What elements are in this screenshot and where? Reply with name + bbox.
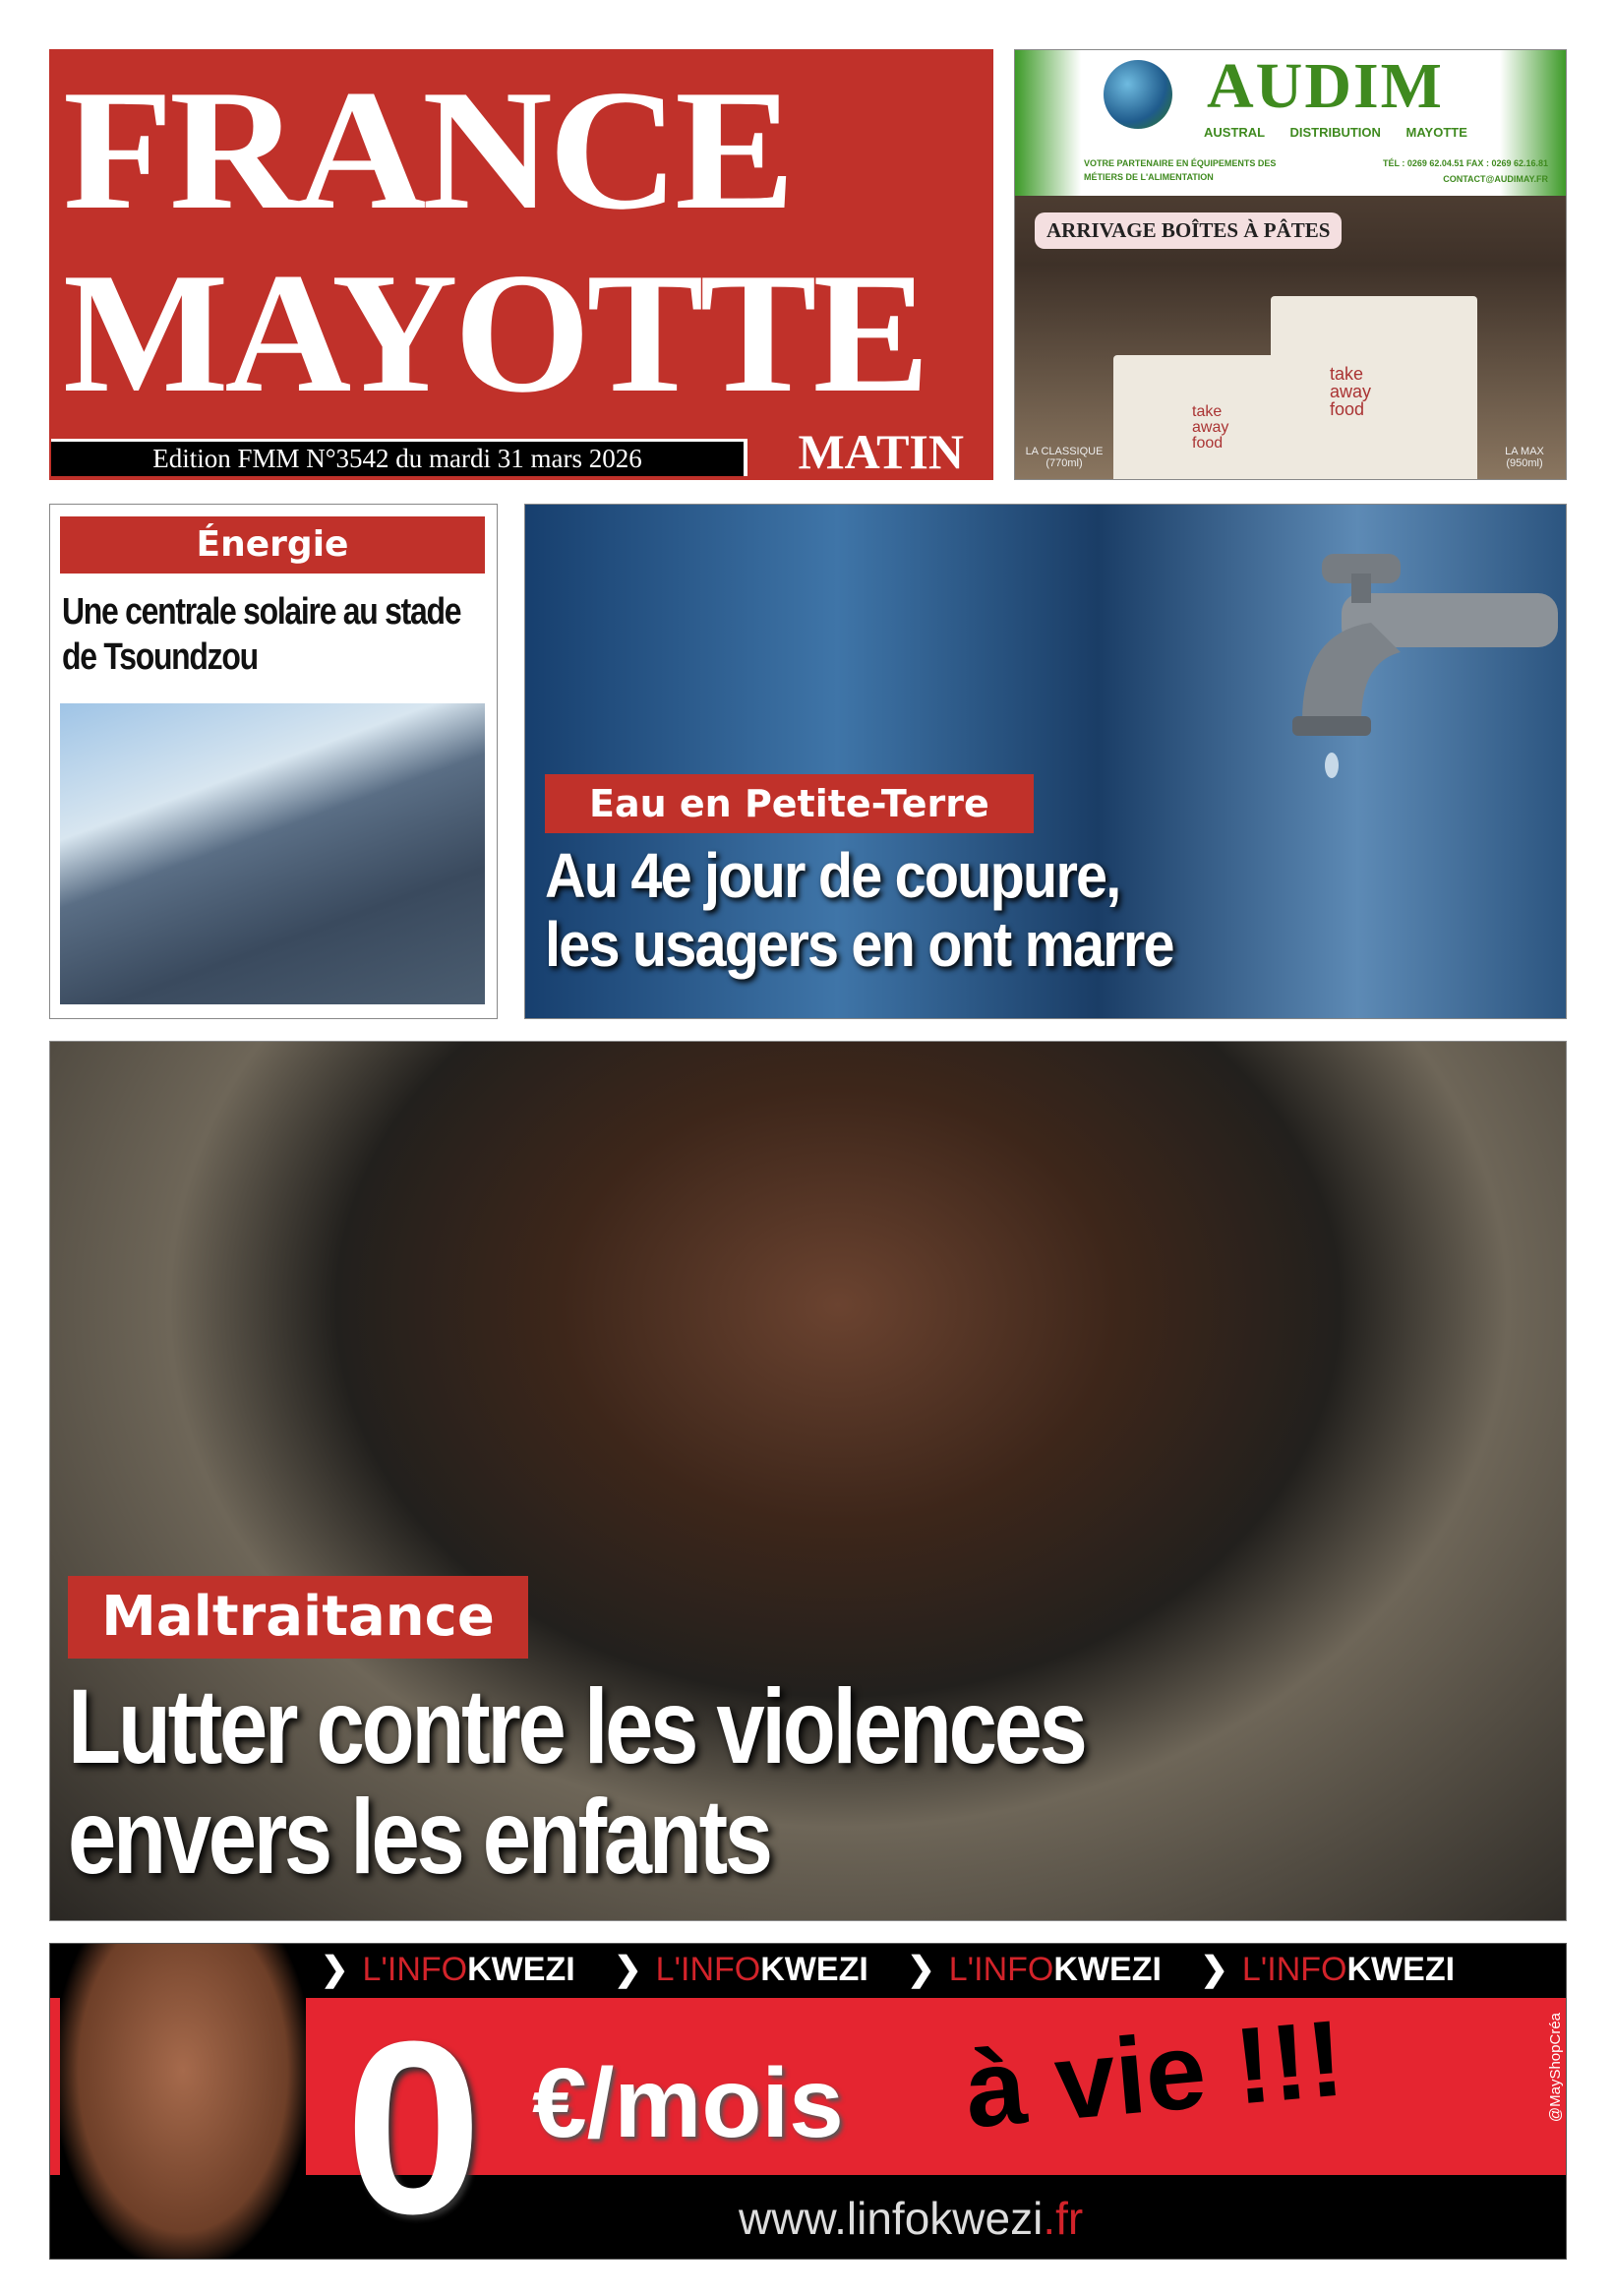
ticker-item: [1200, 1944, 1455, 1995]
headline-line-1: Au 4e jour de coupure,: [545, 840, 1120, 911]
ticker-light: L'INFO: [1241, 1951, 1347, 1988]
article-main[interactable]: [49, 1041, 1567, 1921]
ticker: [50, 1944, 1566, 1995]
ticker-bold: KWEZI: [467, 1951, 575, 1988]
for-life: à vie !!!: [960, 1997, 1348, 2151]
pasta-box-large: [1271, 296, 1477, 480]
audim-advertisement[interactable]: [1014, 49, 1567, 480]
headline-line-1: Lutter contre les violences: [68, 1666, 1085, 1785]
ad-right-label: LA MAX (950ml): [1505, 446, 1544, 469]
credit: @MayShopCréa: [1547, 2013, 1564, 2123]
url-tld: .fr: [1043, 2193, 1084, 2244]
masthead-title-france: FRANCE: [63, 54, 792, 245]
ticker-item: [907, 1944, 1162, 1995]
chevron-right-icon: ❯: [321, 1951, 349, 1988]
section-tag: Eau en Petite-Terre: [545, 774, 1034, 833]
linfokwezi-advertisement[interactable]: [49, 1943, 1567, 2260]
masthead-title-mayotte: MAYOTTE: [63, 237, 926, 428]
chevron-right-icon: ❯: [614, 1951, 642, 1988]
ticker-light: L'INFO: [948, 1951, 1054, 1988]
stadium-photo: [60, 703, 485, 1004]
article-headline[interactable]: Une centrale solaire au stade de Tsoundzou: [62, 591, 461, 678]
section-tag: Énergie: [60, 516, 485, 574]
url-main: www.linfokwezi: [739, 2193, 1044, 2244]
article-water[interactable]: [524, 504, 1567, 1019]
ticker-item: [321, 1944, 575, 1995]
box-label: take away food: [1330, 364, 1372, 419]
ticker-light: L'INFO: [655, 1951, 761, 1988]
article-headline[interactable]: [68, 1666, 1085, 1896]
ticker-item: [614, 1944, 868, 1995]
ticker-bold: KWEZI: [1346, 1951, 1456, 1988]
masthead: [49, 49, 993, 480]
headline-line-2: les usagers en ont marre: [545, 909, 1173, 980]
website-link[interactable]: [739, 2192, 1083, 2245]
ad-tagline: VOTRE PARTENAIRE EN ÉQUIPEMENTS DES MÉTIERS DE L'ALIMENTATION: [1084, 158, 1277, 182]
article-energy[interactable]: [49, 504, 498, 1019]
chevron-right-icon: ❯: [1200, 1951, 1228, 1988]
ad-headline: ARRIVAGE BOÎTES À PÂTES: [1035, 212, 1342, 249]
edition-line: Edition FMM N°3542 du mardi 31 mars 2026: [51, 439, 747, 476]
pasta-box-small: [1113, 355, 1281, 480]
price-zero: 0: [345, 1990, 483, 2260]
ad-brand: AUDIM: [1207, 50, 1444, 122]
headline-line-2: envers les enfants: [68, 1777, 770, 1896]
faucet-icon: [1233, 544, 1558, 780]
per-month: €/mois: [532, 2048, 844, 2158]
article-headline[interactable]: [545, 841, 1173, 979]
ad-phone: TÉL : 0269 62.04.51 FAX : 0269 62.16.81: [1383, 158, 1548, 168]
ticker-bold: KWEZI: [1053, 1951, 1162, 1988]
ticker-bold: KWEZI: [760, 1951, 868, 1988]
ad-subtitle: AUSTRAL DISTRIBUTION MAYOTTE: [1204, 125, 1467, 140]
section-tag: Maltraitance: [68, 1576, 528, 1659]
box-label: take away food: [1192, 403, 1229, 452]
ticker-light: L'INFO: [362, 1951, 468, 1988]
masthead-matin: MATIN: [798, 424, 964, 479]
chevron-right-icon: ❯: [907, 1951, 935, 1988]
ad-left-label: LA CLASSIQUE (770ml): [1025, 446, 1104, 469]
ad-email: CONTACT@AUDIMAY.FR: [1443, 174, 1548, 184]
ad-header: [1015, 50, 1566, 196]
globe-logo-icon: [1104, 60, 1172, 129]
